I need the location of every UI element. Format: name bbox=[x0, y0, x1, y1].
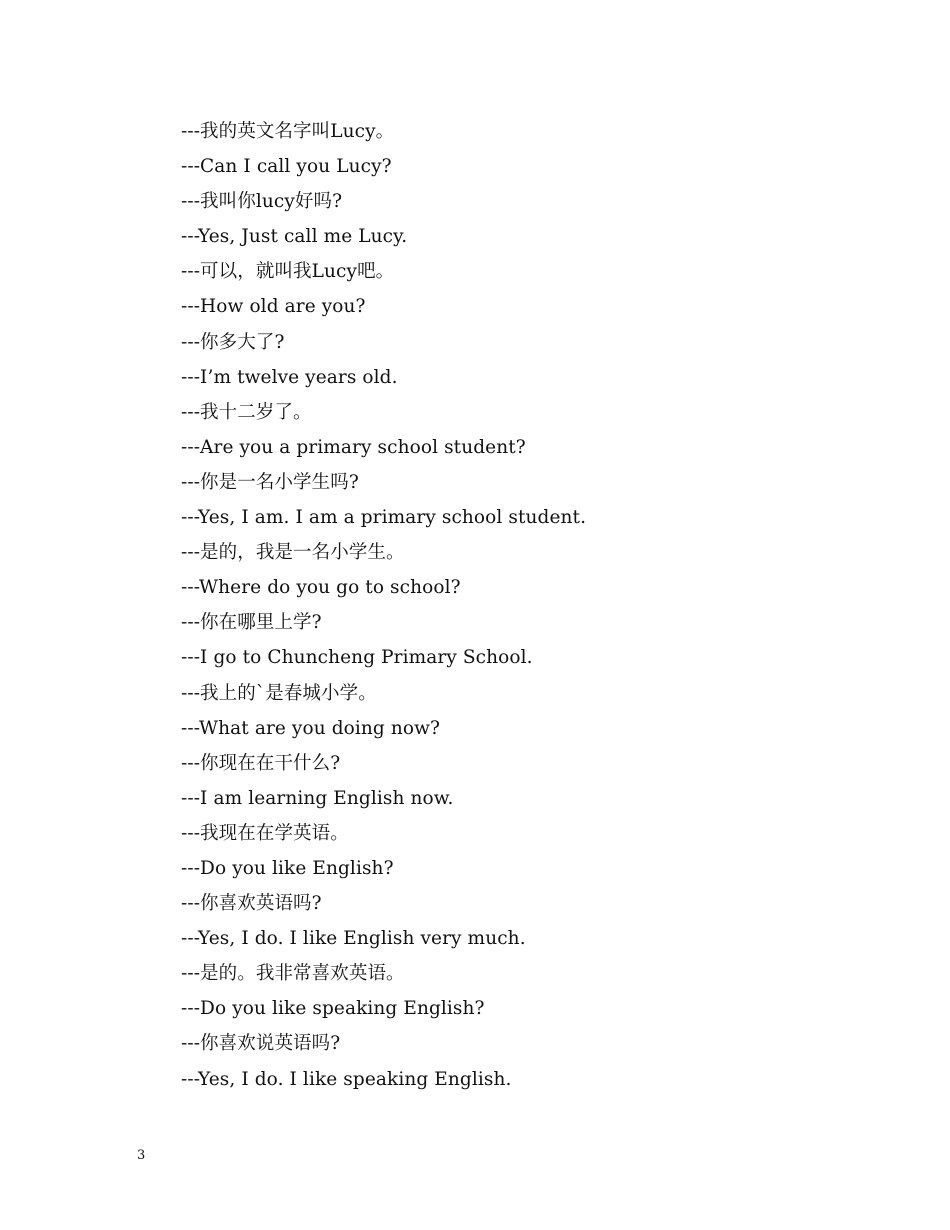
dialogue-line: ---Are you a primary school student? bbox=[181, 436, 526, 458]
dialogue-line: ---What are you doing now? bbox=[181, 717, 441, 739]
dialogue-line: ---你多大了? bbox=[181, 331, 285, 353]
dialogue-line: ---你是一名小学生吗? bbox=[181, 471, 359, 493]
dialogue-line: ---你在哪里上学? bbox=[181, 612, 322, 634]
dialogue-line: ---Where do you go to school? bbox=[181, 577, 461, 599]
dialogue-line: ---I go to Chuncheng Primary School. bbox=[181, 647, 533, 669]
dialogue-line: ---Yes, I do. I like speaking English. bbox=[181, 1068, 512, 1090]
dialogue-line: ---你喜欢英语吗? bbox=[181, 893, 322, 915]
dialogue-line: ---Do you like speaking English? bbox=[181, 998, 485, 1020]
dialogue-line: ---是的，我是一名小学生。 bbox=[181, 542, 405, 564]
dialogue-line: ---我现在在学英语。 bbox=[181, 822, 349, 844]
dialogue-line: ---你喜欢说英语吗? bbox=[181, 1033, 341, 1055]
dialogue-line: ---Yes, I am. I am a primary school student. bbox=[181, 507, 587, 529]
dialogue-line: ---Can I call you Lucy? bbox=[181, 156, 392, 178]
dialogue-line: ---Yes, I do. I like English very much. bbox=[181, 928, 526, 950]
dialogue-line: ---I am learning English now. bbox=[181, 787, 454, 809]
page-number: 3 bbox=[137, 1148, 146, 1163]
dialogue-line: ---我的英文名字叫Lucy。 bbox=[181, 121, 395, 142]
dialogue-line: ---How old are you? bbox=[181, 296, 366, 318]
dialogue-line: ---我上的`是春城小学。 bbox=[181, 682, 377, 704]
dialogue-line: ---I’m twelve years old. bbox=[181, 366, 398, 388]
dialogue-line: ---可以，就叫我Lucy吧。 bbox=[181, 261, 395, 283]
dialogue-line: ---是的。我非常喜欢英语。 bbox=[181, 963, 405, 985]
dialogue-line: ---Yes, Just call me Lucy. bbox=[181, 226, 408, 248]
dialogue-line: ---我十二岁了。 bbox=[181, 401, 312, 423]
dialogue-line: ---Do you like English? bbox=[181, 857, 394, 879]
dialogue-line: ---你现在在干什么? bbox=[181, 752, 341, 774]
dialogue-lines bbox=[181, 114, 881, 1097]
dialogue-line: ---我叫你lucy好吗? bbox=[181, 191, 343, 213]
